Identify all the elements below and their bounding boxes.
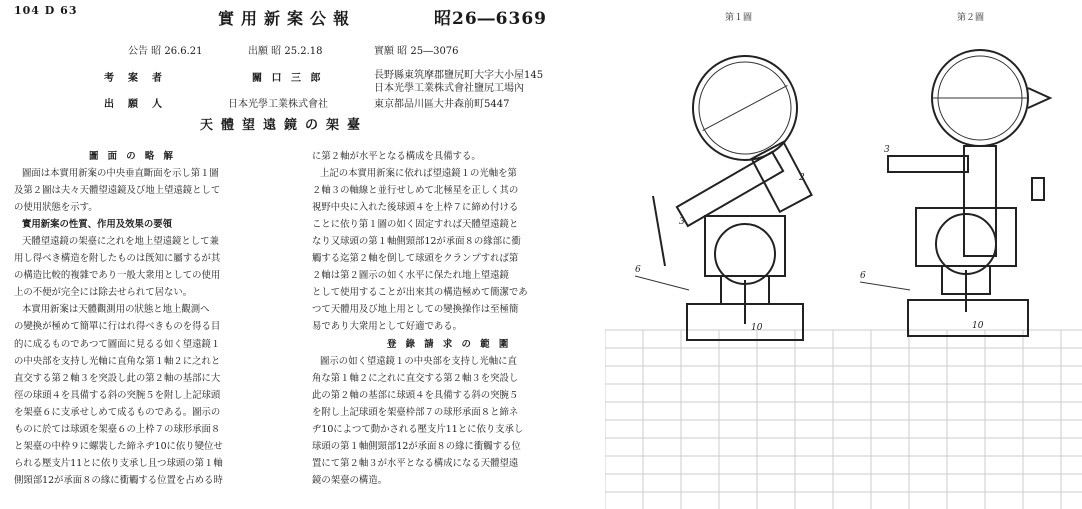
text-line: 上の不便が完全には除去せられて居ない。 [14,287,193,299]
text-line: の中央部を支持し光軸に直角な第１軸２に之れと [14,355,221,367]
text-line: 及第２圖は夫々天體望遠鏡及び地上望遠鏡として [14,185,221,197]
text-line: 用し得べき構造を附したものは旣知に屬するが其 [14,253,221,265]
text-line: ものに於ては球頭を架臺６の上枠７の球形承面８ [14,423,221,435]
text-line: 的に成るものであつて圖面に見るる如く望遠鏡１ [14,338,221,350]
counterweight-rod [653,196,665,266]
inventor-label: 考案者 [104,73,176,84]
figure-2-label: 第２圖 [957,13,985,23]
leader-line-6 [860,282,910,290]
text-line: ヂ10によつて動かされる壓支片11とに依り支承し [312,423,524,435]
text-line: と架臺の中枠９に螺裝した締ネヂ10に依り變位せ [14,440,223,452]
text-line: なり又球頭の第１軸側頸部12が承面８の緣部に衝 [312,236,521,248]
text-line: ２軸は第２圖示の如く水平に保たれ地上望遠鏡 [312,270,509,282]
applicant-name: 日本光學工業株式會社 [228,99,328,110]
mount-upper-frame [916,208,1016,266]
text-line: 易であり大衆用として好適である。 [312,321,463,333]
figure-2-drawing [860,28,1080,343]
text-line: 此の第２軸の基部に球頭４を具備する斜の突腕５ [312,389,519,401]
text-line: の變換が極めて簡單に行はれ得べきものを得る目 [14,321,221,333]
inventor-name: 關 口 三 郎 [252,73,324,84]
text-line: 視野中央に入れた後球頭４を上枠７に締め付ける [312,202,519,214]
publication-number: 昭26―6369 [434,9,547,29]
applicant-address: 東京都品川區大井森前町5447 [374,99,510,110]
part-number-10: 10 [751,323,763,333]
text-line: 鏡の架臺の構造。 [312,474,388,486]
inventor-address: 長野縣東筑摩郡鹽尻町大字大小屋145 [374,70,544,81]
page-id: 104 D 63 [14,4,78,17]
filing-date: 出願 昭 25.2.18 [248,46,323,57]
leader-line-6 [635,276,689,290]
announce-date: 公告 昭 26.6.21 [128,46,203,57]
applicant-label: 出願人 [104,99,176,110]
figure-1-label: 第１圖 [725,13,753,23]
text-line: 角な第１軸２に之れに直交する第２軸３を突設し [312,372,519,384]
text-line: 球頭の第１軸側頸部12が承面８の緣に衝觸する位 [312,440,521,452]
part-number-3: 3 [884,145,890,155]
section-heading: 圖 面 の 略 解 [89,151,176,162]
text-line: 本實用新案は天體觀測用の狀態と地上觀測へ [22,304,210,316]
subsection-heading: 實用新案の性質、作用及效果の要領 [22,219,173,231]
text-line: に第２軸が水平となる構成を具備する。 [312,151,481,162]
text-line: 置にて第２軸３が水平となる構成になる天體望遠 [312,457,519,469]
text-line: ２軸３の軸線と並行せしめて北極星を正しく其の [312,185,519,197]
part-number-2: 2 [799,173,805,183]
part-number-6: 6 [635,265,641,275]
text-line: 圖面は本實用新案の中央垂直斷面を示し第１圖 [22,168,219,180]
inventor-address-2: 日本光學工業株式會社鹽尻工場內 [374,83,524,94]
text-line: 直交する第２軸３を突設し此の第２軸の基部に大 [14,372,221,384]
figure-panel [605,0,1082,509]
text-line: ことに依り第１圖の如く固定すれば天體望遠鏡と [312,219,519,231]
text-line: 側頸部12が承面８の緣に衝觸する位置を占める時 [14,474,223,486]
clamp-knob [1032,178,1044,200]
section-heading: 登 錄 請 求 の 範 圍 [387,338,512,350]
figure-1-drawing [635,28,855,343]
part-number-10: 10 [972,321,984,331]
application-number: 實願 昭 25―3076 [374,46,459,57]
body-column-left [14,148,296,489]
text-line: られる壓支片11とに依り支承し且つ球頭の第１軸 [14,457,223,469]
text-line: を附し上記球頭を架臺枠部７の球形承面８と締ネ [312,406,519,418]
body-column-right [312,148,598,489]
text-line: 圖示の如く望遠鏡１の中央部を支持し光軸に直 [320,355,517,367]
text-line: として使用することが出來其の構造極めて簡潔であ [312,287,528,299]
text-line: 徑の球頭４を具備する斜の突腕５を附し上記球頭 [14,389,221,401]
text-line: つて天體用及び地上用としての變換操作は至極簡 [312,304,519,316]
second-axis-shaft [888,156,968,172]
text-line: 觸する迄第２軸を倒して球頭をクランプすれば第 [312,253,519,265]
text-line: 天體望遠鏡の架臺に之れを地上望遠鏡として兼 [22,236,219,248]
text-line: 上記の本實用新案に依れば望遠鏡１の光軸を第 [320,168,517,180]
text-line: を架臺６に支承せしめて成るものである。圖示の [14,406,221,418]
optical-axis-line [703,85,788,130]
part-number-3: 3 [679,217,685,227]
part-number-6: 6 [860,271,866,281]
eyepiece [1028,88,1050,108]
text-line: の使用狀態を示す。 [14,202,98,214]
mount-base [908,300,1028,336]
gazette-title: 實用新案公報 [218,9,357,28]
text-line: の構造比較的複雜であり一般大衆用としての使用 [14,270,221,282]
invention-title: 天體望遠鏡の架臺 [200,118,369,133]
